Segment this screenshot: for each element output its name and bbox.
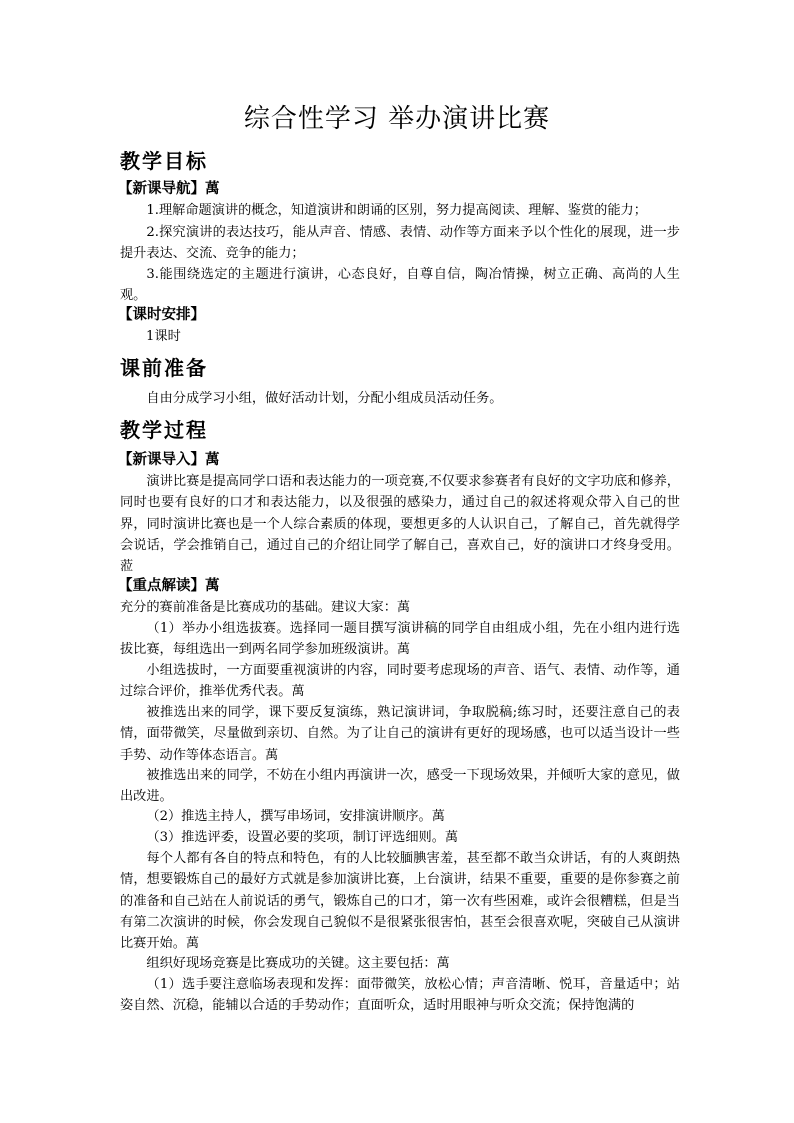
label-schedule: 【课时安排】 — [118, 307, 205, 323]
intro-paragraph: 演讲比赛是提高同学口语和表达能力的一项竞赛,不仅要求参赛者有良好的文字功底和修养，同时也要有良好的口才和表达能力，以及很强的感染力，通过自己的叙述将观众带入自己的世界，同时演讲比赛也是一个人综合素质的体现，要想更多的人认识自己，了解自己，首先就得学会说话，学会推销自己，通过自己的介绍让同学了解自己，喜欢自己，好的演讲口才终身受用。蒞 — [120, 474, 680, 575]
process-paragraph: 被推选出来的同学，不妨在小组内再演讲一次，感受一下现场效果，并倾听大家的意见，做出改进。 — [120, 768, 680, 805]
process-paragraph: （1）举办小组选拔赛。选择同一题目撰写演讲稿的同学自由组成小组，先在小组内进行选拔比赛，每组选出一到两名同学参加班级演讲。萬 — [120, 621, 680, 658]
process-paragraph: 每个人都有各自的特点和特色，有的人比较腼腆害羞，甚至都不敢当众讲话，有的人爽朗热情，想要锻炼自己的最好方式就是参加演讲比赛，上台演讲，结果不重要，重要的是你参赛之前的准备和自己站在人前说话的勇气，锻炼自己的口才，第一次有些困难，或许会很糟糕，但是当有第二次演讲的时候，你会发现自己貌似不是很紧张很害怕，甚至会很喜欢呢，突破自己从演讲比赛开始。萬 — [120, 851, 680, 952]
process-paragraph: 被推选出来的同学，课下要反复演练，熟记演讲词，争取脱稿;练习时，还要注意自己的表情，面带微笑，尽量做到亲切、自然。为了让自己的演讲有更好的现场感，也可以适当设计一些手势、动作等体态语言。萬 — [120, 705, 680, 763]
process-paragraph: （1）选手要注意临场表现和发挥：面带微笑，放松心情；声音清晰、悦耳，音量适中；站姿自然、沉稳，能辅以合适的手势动作；直面听众，适时用眼神与听众交流；保持饱满的 — [120, 977, 680, 1014]
label-key-interpretation: 【重点解读】萬 — [118, 578, 220, 594]
objective-item-2: 2.探究演讲的表达技巧，能从声音、情感、表情、动作等方面来予以个性化的展现，进一步提升表达、交流、竞争的能力； — [120, 225, 680, 262]
process-paragraph: 组织好现场竞赛是比赛成功的关键。这主要包括：萬 — [146, 956, 450, 971]
schedule-value: 1课时 — [146, 329, 181, 344]
process-paragraph: 小组选拔时，一方面要重视演讲的内容，同时要考虑现场的声音、语气、表情、动作等，通过综合评价，推举优秀代表。萬 — [120, 663, 680, 700]
heading-process: 教学过程 — [120, 418, 208, 442]
heading-objectives: 教学目标 — [120, 149, 208, 173]
objective-item-1: 1.理解命题演讲的概念，知道演讲和朗诵的区别，努力提高阅读、理解、鉴赏的能力； — [146, 203, 647, 218]
process-paragraph: 充分的赛前准备是比赛成功的基础。建议大家：萬 — [120, 600, 411, 615]
label-new-lesson-intro: 【新课导入】萬 — [118, 452, 220, 468]
prep-text: 自由分成学习小组，做好活动计划，分配小组成员活动任务。 — [146, 391, 503, 406]
process-paragraph: （2）推选主持人，撰写串场词，安排演讲顺序。萬 — [146, 809, 445, 824]
page-title: 综合性学习 举办演讲比赛 — [243, 104, 551, 134]
process-paragraph: （3）推选评委，设置必要的奖项，制订评选细则。萬 — [146, 830, 459, 845]
label-new-lesson-nav: 【新课导航】萬 — [118, 181, 220, 197]
objective-item-3: 3.能围绕选定的主题进行演讲，心态良好，自尊自信，陶冶情操，树立正确、高尚的人生观。 — [120, 267, 680, 304]
heading-prep: 课前准备 — [120, 356, 208, 380]
